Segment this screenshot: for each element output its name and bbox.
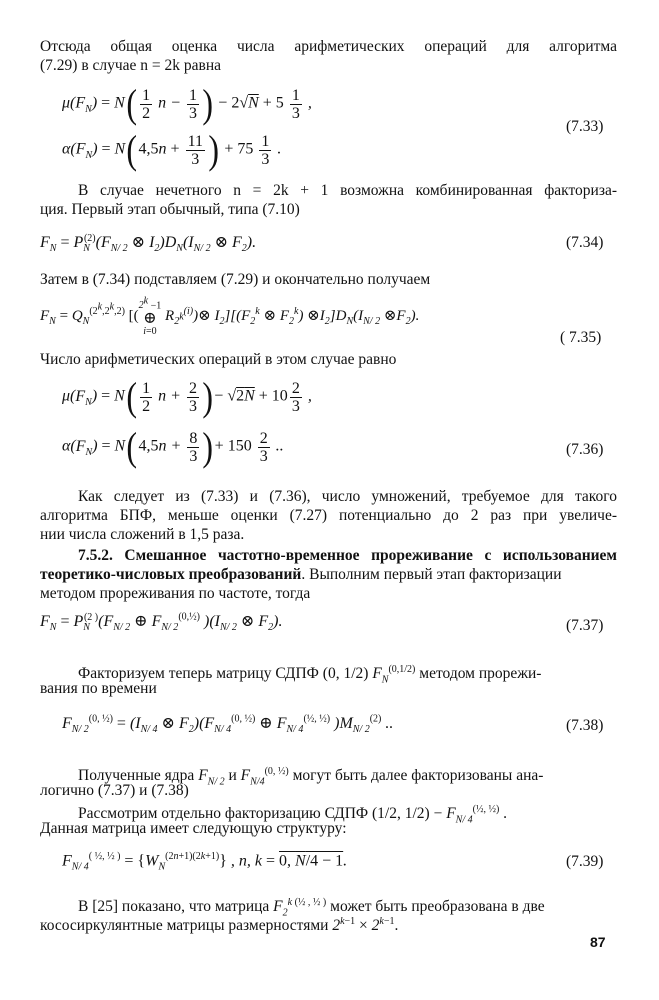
odd-case-line-1: В случае нечетного n = 2k + 1 возможна комбинированная факториза- <box>78 182 617 199</box>
equation-number-7-38: (7.38) <box>566 717 604 734</box>
intro-line-2: (7.29) в случае n = 2k равна <box>40 57 222 74</box>
kernels-text-b: и <box>224 767 241 785</box>
substitution-line: Затем в (7.34) подставляем (7.29) и окончательно получаем <box>40 271 431 288</box>
consider-line-1: Рассмотрим отдельно факторизацию СДПФ (1/2, $1/2) - F_{N/ 4}^{(\frac{1}{2}, \frac{1}{2})}$ . <box>78 804 508 826</box>
equation-mu-7-33: $\mu(F_N) = N$( $\frac{1}{2}$ n − $\frac{1}{3}$ ) − 2√N + 5 $\frac{1}{3}$ , <box>62 81 312 126</box>
section-heading-rest: . Выполним первый этап факторизации <box>301 566 562 583</box>
equation-number-7-33: (7.33) <box>566 118 604 135</box>
equation-7-37: $F_N = P_N^{(2 )}(F_{N/ 2}$ ⊕ $F_{N/ 2}^{(0,\frac{1}{2})}$ )($I_{N/ 2}$ ⊗ $F_2$). <box>40 611 283 634</box>
conclusion-line-2: алгоритма БПФ, меньше оценки (7.27) потенциально до 2 раз при увеличе- <box>40 507 617 524</box>
conclusion-line-1: Как следует из (7.33) и (7.36), число умножений, требуемое для такого <box>78 488 617 505</box>
equation-7-35: $F_N = Q_N^{(2^k,2^k,2)}$ [( $2^k -1$ ⊕ i=0 $R_{2^k}^{(i)})\otimes$ $I_2][(F_2^k$ ⊗ $F_2^k$) $\otimes I_2]D_N(I_{N/ 2}$ $\otimes F_2$). <box>40 296 420 338</box>
factor-line-1: Факторизуем теперь матрицу СДПФ (0, 1/2) $F_N^{(0,1/2)}$ методом прорежи- <box>78 664 542 686</box>
consider-line-2: Данная матрица имеет следующую структуру: <box>40 820 347 837</box>
ref-line-2: кососиркулянтные матрицы размерностями $2^{k-1} \times 2^{k-1}$. <box>40 916 399 935</box>
equation-number-7-34: (7.34) <box>566 234 604 251</box>
kernels-line-1: Полученные ядра $F_{N/ 2}$ и $F_{N/4}^{(0, \frac{1}{2})}$ могут быть далее факторизованы ана- <box>78 766 544 788</box>
ref-text-a: В [25] показано, что матрица <box>78 898 274 916</box>
equation-number-7-36: (7.36) <box>566 441 604 458</box>
ref-text-b: может быть преобразована в две <box>326 898 545 916</box>
section-line-3: методом прореживания по частоте, тогда <box>40 585 311 602</box>
factor-line-2: вания по времени <box>40 680 157 697</box>
ref-text-c: кососиркулянтные матрицы размерностями <box>40 917 333 935</box>
equation-number-7-37: (7.37) <box>566 617 604 634</box>
kernels-text-c: могут быть далее факторизованы ана- <box>288 767 544 785</box>
section-heading-line-1: 7.5.2. Смешанное частотно-временное прореживание с использованием <box>78 547 617 564</box>
kernels-text-a: Полученные ядра <box>78 767 199 785</box>
page-number: 87 <box>590 934 606 950</box>
consider-text: Рассмотрим отдельно факторизацию СДПФ (1/2, 1/2) − <box>78 805 447 823</box>
odd-case-line-2: ция. Первый этап обычный, типа (7.10) <box>40 201 300 218</box>
equation-7-39: $F_{N/ 4}^{( \frac{1}{2}, \frac{1}{2} )} = \{W_N^{(2n+1)(2k+1)}\}$ , n, k = 0, N/4 − 1. <box>62 851 348 873</box>
section-heading-line-2 <box>40 565 562 584</box>
equation-number-7-35: ( 7.35) <box>560 329 602 346</box>
equation-number-7-39: (7.39) <box>566 853 604 870</box>
factor-text-a: Факторизуем теперь матрицу СДПФ (0, 1/2) <box>78 665 373 683</box>
equation-alpha-7-36: $\alpha(F_N) = N(4,5n$ + $\frac{8}{3}$ )+ 150 $\frac{2}{3}$ .. <box>62 424 284 469</box>
equation-7-34: $F_N = P_N^{(2)}(F_{N/ 2}$ ⊗ $I_2)D_N(I_{N/ 2}$ ⊗ $F_2$). <box>40 232 257 255</box>
intro-line-1: Отсюда общая оценка числа арифметических операций для алгоритма <box>40 38 617 55</box>
factor-text-b: методом прорежи- <box>415 665 542 683</box>
ref-line-1: В [25] показано, что матрица $F_2^{k (\frac{1}{2} , \frac{1}{2} )}$ может быть преобразована в две <box>78 897 545 919</box>
operations-count-line: Число арифметических операций в этом случае равно <box>40 351 397 368</box>
equation-mu-7-36: $\mu(F_N) = N$( $\frac{1}{2}$ n + $\frac{2}{3}$ )− √2N + 10 $\frac{2}{3}$ , <box>62 374 312 419</box>
conclusion-line-3: нии числа сложений в 1,5 раза. <box>40 526 245 543</box>
kernels-line-2: логично (7.37) и (7.38) <box>40 782 189 799</box>
equation-alpha-7-33: $\alpha(F_N) = N(4,5n$ + $\frac{11}{3}$ ) + 75 $\frac{1}{3}$ . <box>62 127 282 172</box>
equation-7-38: $F_{N/ 2}^{(0, \frac{1}{2})} = (I_{N/ 4}$ ⊗ $F_2)(F_{N/ 4}^{(0, \frac{1}{2})}$ ⊕ $F_{N/ 4}^{(\frac{1}{2}, \frac{1}{2})}$ )$M_{N/ 2}^{(2)}$ .. <box>62 713 394 736</box>
section-heading-bold: теоретико-числовых преобразований <box>40 566 302 583</box>
